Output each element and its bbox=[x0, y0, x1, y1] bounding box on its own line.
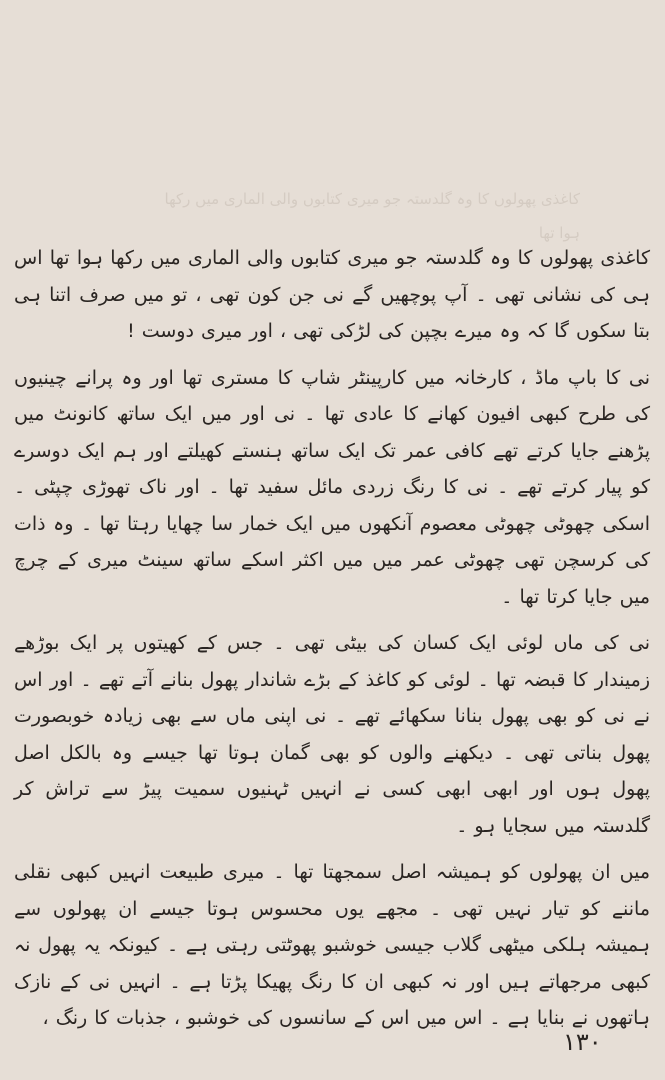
paragraph: نی کی ماں لوئی ایک کسان کی بیٹی تھی ۔ جس کے کھیتوں پر ایک بوڑھے زمیندار کا قبضہ تھا ۔ لوئی کو کاغذ کے بڑے شاندار پھول بنانے آتے تھے ۔ اور اس نے نی کو بھی پھول بنانا سکھائے تھے ۔ نی اپنی ماں سے بھی زیادہ خوبصورت پھول بناتی تھی ۔ دیکھنے والوں کو بھی گمان ہوتا تھا جیسے وہ بالکل اصل پھول ہوں اور ابھی ابھی کسی نے انہیں ٹہنیوں سمیت پیڑ سے تراش کر گلدستہ میں سجایا ہو ۔ bbox=[14, 632, 650, 837]
paragraph: کاغذی پھولوں کا وہ گلدستہ جو میری کتابوں والی الماری میں رکھا ہوا تھا اس ہی کی نشانی تھی ۔ آپ پوچھیں گے نی جن کون تھی ، تو میں صرف اتنا ہی بتا سکوں گا کہ وہ میرے بچپن کی لڑکی تھی ، اور میری دوست ! bbox=[14, 247, 650, 342]
page-body bbox=[14, 240, 650, 1037]
bleed-through-text: کاغذی پھولوں کا وہ گلدستہ جو میری کتابوں والی الماری میں رکھا ہوا تھا bbox=[164, 190, 580, 242]
paragraph: میں ان پھولوں کو ہمیشہ اصل سمجھتا تھا ۔ میری طبیعت انہیں کبھی نقلی ماننے کو تیار نہیں تھی ۔ مجھے یوں محسوس ہوتا جیسے ان پھولوں سے ہمیشہ ہلکی میٹھی گلاب جیسی خوشبو پھوٹتی رہتی ہے ۔ کیونکہ یہ پھول نہ کبھی مرجھاتے ہیں اور نہ کبھی ان کا رنگ پھیکا پڑتا ہے ۔ انہیں نی کے نازک ہاتھوں نے بنایا ہے ۔ اس میں اس کے سانسوں کی خوشبو ، جذبات کا رنگ ، bbox=[14, 861, 650, 1029]
page-number: ۱۳۰ bbox=[563, 1028, 602, 1056]
paragraph: نی کا باپ ماڈ ، کارخانہ میں کارپینٹر شاپ کا مستری تھا اور وہ پرانے چینیوں کی طرح کبھی افیون کھانے کا عادی تھا ۔ نی اور میں ایک ساتھ کانونٹ میں پڑھنے جایا کرتے تھے کافی عمر تک ایک ساتھ ہنستے کھیلتے اور ہم ایک دوسرے کو پیار کرتے تھے ۔ نی کا رنگ زردی مائل سفید تھا ۔ اور ناک تھوڑی چپٹی ۔ اسکی چھوٹی چھوٹی معصوم آنکھوں میں ایک خمار سا چھایا رہتا تھا ۔ وہ ذات کی کرسچن تھی چھوٹی عمر میں میں اکثر اسکے ساتھ سینٹ میری کے چرچ میں جایا کرتا تھا ۔ bbox=[14, 366, 650, 608]
